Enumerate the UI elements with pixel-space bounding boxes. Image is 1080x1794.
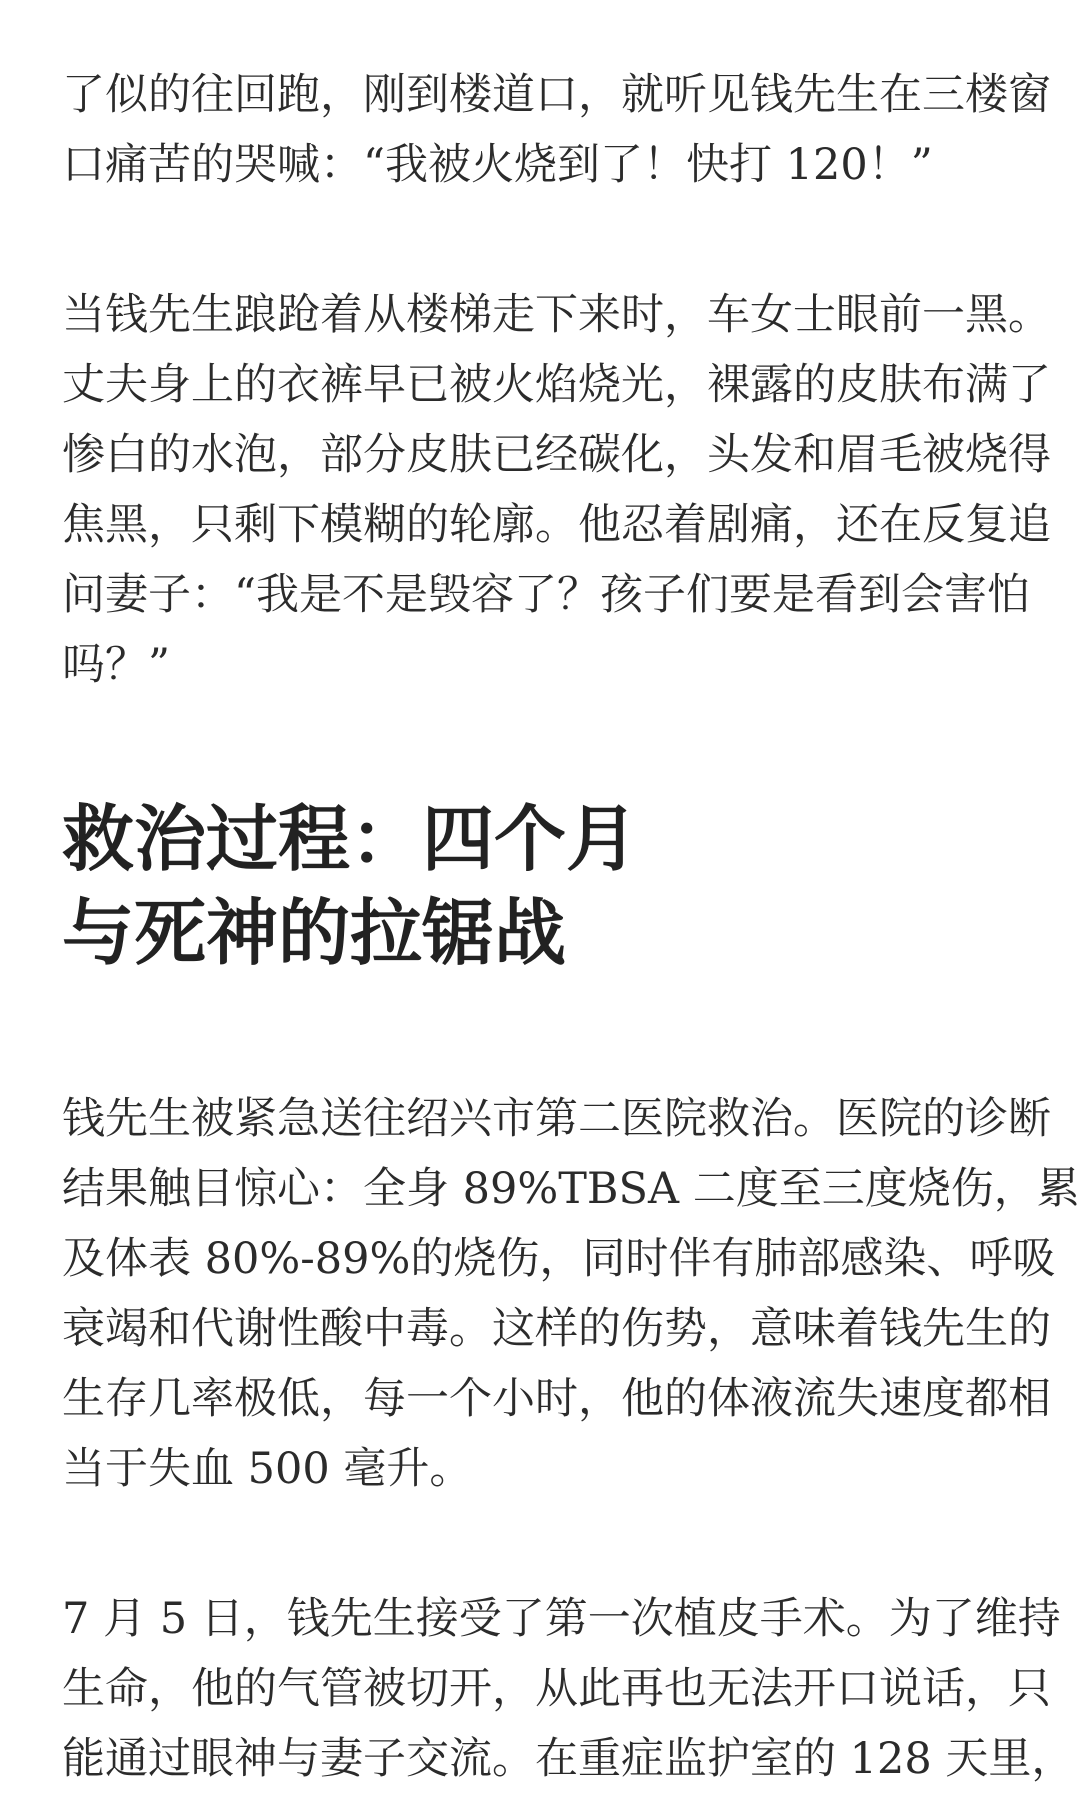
text-line: 焦黑，只剩下模糊的轮廓。他忍着剧痛，还在反复追 (62, 500, 1051, 550)
text-line: 当钱先生踉跄着从楼梯走下来时，车女士眼前一黑。 (62, 290, 1051, 340)
paragraph-escape-scene (62, 60, 1051, 200)
text-line: 结果触目惊心：全身 89%TBSA 二度至三度烧伤，累 (62, 1164, 1080, 1214)
section-heading (62, 792, 1022, 980)
paragraph-surgery (62, 1584, 1075, 1794)
text-line: 生命，他的气管被切开，从此再也无法开口说话，只 (62, 1664, 1051, 1714)
text-line: 衰竭和代谢性酸中毒。这样的伤势，意味着钱先生的 (62, 1304, 1051, 1354)
paragraph-diagnosis (62, 1084, 1080, 1504)
text-line: 及体表 80%-89%的烧伤，同时伴有肺部感染、呼吸 (62, 1234, 1056, 1284)
text-line: 7 月 5 日，钱先生接受了第一次植皮手术。为了维持 (62, 1594, 1061, 1644)
article-body (62, 60, 1080, 1794)
text-line: 了似的往回跑，刚到楼道口，就听见钱先生在三楼窗 (62, 70, 1051, 120)
heading-line: 与死神的拉锯战 (62, 891, 567, 975)
paragraph-injury-description (62, 280, 1051, 700)
text-line: 问妻子：“我是不是毁容了？孩子们要是看到会害怕 (62, 570, 1030, 620)
text-line: 当于失血 500 毫升。 (62, 1444, 473, 1494)
text-line: 生存几率极低，每一个小时，他的体液流失速度都相 (62, 1374, 1051, 1424)
text-line: 口痛苦的哭喊：“我被火烧到了！快打 120！” (62, 140, 933, 190)
text-line: 吗？” (62, 640, 170, 690)
text-line: 惨白的水泡，部分皮肤已经碳化，头发和眉毛被烧得 (62, 430, 1051, 480)
heading-line: 救治过程：四个月 (62, 797, 639, 881)
text-line: 丈夫身上的衣裤早已被火焰烧光，裸露的皮肤布满了 (62, 360, 1051, 410)
text-line: 能通过眼神与妻子交流。在重症监护室的 128 天里， (62, 1734, 1075, 1784)
text-line: 钱先生被紧急送往绍兴市第二医院救治。医院的诊断 (62, 1094, 1051, 1144)
